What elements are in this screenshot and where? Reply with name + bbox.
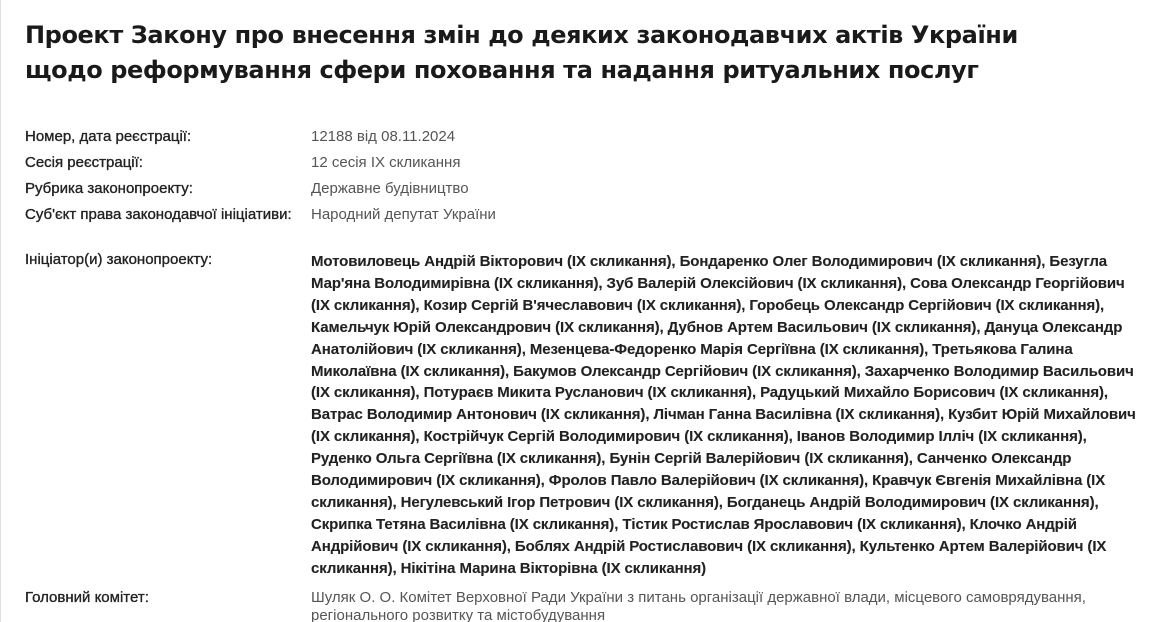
rubric-row <box>25 180 1145 200</box>
initiators-label: Ініціатор(и) законопроекту: <box>25 251 213 268</box>
initiators-list: Мотовиловець Андрій Вікторович (IX скликання), Бондаренко Олег Володимирович (IX скликання), Безугла Мар'яна Володимирівна (IX скликання), Зуб Валерій Олексійович (IX скликання), Сова Олександр Георгійович (IX скликання), Козир Сергій В'ячеславович (IX скликання), Горобець Олександр Сергійович (IX скликання), Камельчук Юрій Олександрович (IX скликання), Дубнов Артем Васильович (IX скликання), Дануца Олександр Анатолійович (IX скликання), Мезенцева-Федоренко Марія Сергіївна (IX скликання), Третьякова Галина Миколаївна (IX скликання), Бакумов Олександр Сергійович (IX скликання), Захарченко Володимир Васильович (IX скликання), Потураєв Микита Русланович (IX скликання), Радуцький Михайло Борисович (IX скликання), Ватрас Володимир Антонович (IX скликання), Лічман Ганна Василівна (IX скликання), Кузбит Юрій Михайлович (IX скликання), Кострійчук Сергій Володимирович (IX скликання), Іванов Володимир Ілліч (IX скликання), Руденко Ольга Сергіївна (IX скликання), Бунін Сергій Валерійович (IX скликання), Санченко Олександр Володимирович (IX скликання), Фролов Павло Валерійович (IX скликання), Кравчук Євгенія Михайлівна (IX скликання), Негулевський Ігор Петрович (IX скликання), Богданець Андрій Володимирович (IX скликання), Скрипка Тетяна Василівна (IX скликання), Тістик Ростислав Ярославович (IX скликання), Клочко Андрій Андрійович (IX скликання), Боблях Андрій Ростиславович (IX скликання), Культенко Артем Валерійович (IX скликання), Нікітіна Марина Вікторівна (IX скликання) <box>311 253 1136 577</box>
session-value: 12 сесія IX скликання <box>311 154 461 171</box>
bill-title: Проект Закону про внесення змін до деяких законодавчих актів України щодо реформування сфери поховання та надання ритуальних послуг <box>25 21 1018 84</box>
session-label: Сесія реєстрації: <box>25 154 143 171</box>
committee-value: Шуляк О. О. Комітет Верховної Ради України з питань організації державної влади, місцевого самоврядування, регіонального розвитку та містобудування <box>311 589 1086 622</box>
committee-label: Головний комітет: <box>25 589 149 606</box>
subject-row <box>25 206 1145 242</box>
registration-value: 12188 від 08.11.2024 <box>311 128 456 145</box>
rubric-label: Рубрика законопроекту: <box>25 180 193 197</box>
rubric-value: Державне будівництво <box>311 180 469 197</box>
committee-row <box>25 589 1145 622</box>
subject-value: Народний депутат України <box>311 206 496 223</box>
registration-row <box>25 128 1145 148</box>
subject-label: Суб'єкт права законодавчої ініціативи: <box>25 206 292 223</box>
initiators-row <box>25 251 1145 581</box>
session-row <box>25 154 1145 174</box>
registration-label: Номер, дата реєстрації: <box>25 128 192 145</box>
